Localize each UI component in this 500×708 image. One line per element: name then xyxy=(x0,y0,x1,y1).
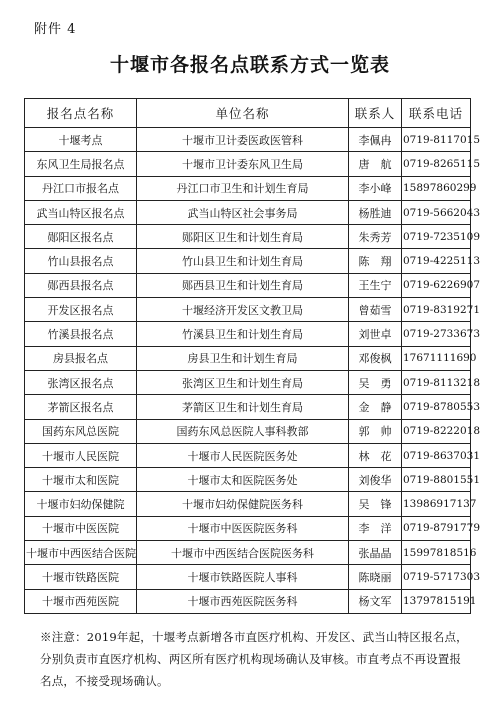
table-row xyxy=(25,516,471,540)
cell-unit-name: 十堰市西苑医院医务科 xyxy=(137,589,349,613)
cell-contact-phone: 13986917137 xyxy=(402,492,471,516)
cell-registration-point: 房县报名点 xyxy=(25,346,137,370)
cell-registration-point: 茅箭区报名点 xyxy=(25,395,137,419)
cell-contact-phone: 0719-8265115 xyxy=(402,152,471,176)
cell-unit-name: 茅箭区卫生和计划生育局 xyxy=(137,395,349,419)
header-registration-point: 报名点名称 xyxy=(25,99,137,128)
table-row xyxy=(25,346,471,370)
table-row xyxy=(25,541,471,565)
cell-contact-person: 吴 锋 xyxy=(349,492,402,516)
table-row xyxy=(25,492,471,516)
cell-unit-name: 丹江口市卫生和计划生育局 xyxy=(137,176,349,200)
cell-unit-name: 十堰市太和医院医务处 xyxy=(137,468,349,492)
cell-contact-phone: 0719-8117015 xyxy=(402,128,471,152)
cell-registration-point: 丹江口市报名点 xyxy=(25,176,137,200)
table-row xyxy=(25,249,471,273)
table-row xyxy=(25,298,471,322)
cell-contact-person: 李小峰 xyxy=(349,176,402,200)
table-body xyxy=(25,128,481,614)
table-row xyxy=(25,273,471,297)
cell-unit-name: 十堰经济开发区文教卫局 xyxy=(137,298,349,322)
cell-contact-phone: 0719-8637031 xyxy=(402,443,471,467)
table-row xyxy=(25,589,471,613)
cell-registration-point: 十堰考点 xyxy=(25,128,137,152)
cell-contact-person: 陈 翔 xyxy=(349,249,402,273)
cell-contact-phone: 0719-8791779 xyxy=(402,516,471,540)
cell-unit-name: 武当山特区社会事务局 xyxy=(137,200,349,224)
note-text: ※注意：2019年起，十堰考点新增各市直医疗机构、开发区、武当山特区报名点，分别负责市直医疗机构、两区所有医疗机构现场确认及审核。市直考点不再设置报名点，不接受现场确认。 xyxy=(40,630,468,688)
cell-registration-point: 张湾区报名点 xyxy=(25,370,137,394)
cell-unit-name: 十堰市铁路医院人事科 xyxy=(137,565,349,589)
cell-contact-phone: 0719-5717303 xyxy=(402,565,471,589)
header-unit-name: 单位名称 xyxy=(137,99,349,128)
cell-contact-person: 李 洋 xyxy=(349,516,402,540)
cell-contact-phone: 0719-8780553 xyxy=(402,395,471,419)
cell-contact-person: 刘俊华 xyxy=(349,468,402,492)
cell-contact-person: 李佩冉 xyxy=(349,128,402,152)
cell-contact-person: 林 花 xyxy=(349,443,402,467)
cell-registration-point: 武当山特区报名点 xyxy=(25,200,137,224)
cell-registration-point: 十堰市中西医结合医院 xyxy=(25,541,137,565)
cell-registration-point: 十堰市人民医院 xyxy=(25,443,137,467)
table-row xyxy=(25,370,471,394)
header-row xyxy=(25,99,471,128)
cell-registration-point: 十堰市太和医院 xyxy=(25,468,137,492)
cell-contact-phone: 0719-8113218 xyxy=(402,370,471,394)
cell-contact-phone: 15897860299 xyxy=(402,176,471,200)
cell-unit-name: 竹山县卫生和计划生育局 xyxy=(137,249,349,273)
cell-registration-point: 十堰市中医医院 xyxy=(25,516,137,540)
page-title: 十堰市各报名点联系方式一览表 xyxy=(109,54,390,76)
cell-contact-phone: 17671111690 xyxy=(402,346,471,370)
cell-contact-person: 杨文军 xyxy=(349,589,402,613)
cell-contact-person: 张晶晶 xyxy=(349,541,402,565)
table-row xyxy=(25,128,471,152)
table-row xyxy=(25,322,471,346)
cell-contact-person: 金 静 xyxy=(349,395,402,419)
cell-contact-person: 唐 航 xyxy=(349,152,402,176)
cell-registration-point: 开发区报名点 xyxy=(25,298,137,322)
cell-unit-name: 郧阳区卫生和计划生育局 xyxy=(137,225,349,249)
table-row xyxy=(25,395,471,419)
cell-contact-person: 曾茹雪 xyxy=(349,298,402,322)
cell-contact-person: 邓俊枫 xyxy=(349,346,402,370)
cell-registration-point: 十堰市西苑医院 xyxy=(25,589,137,613)
contacts-table xyxy=(24,98,481,614)
table-row xyxy=(25,565,471,589)
cell-registration-point: 郧阳区报名点 xyxy=(25,225,137,249)
cell-unit-name: 十堰市卫计委医政医管科 xyxy=(137,128,349,152)
cell-contact-phone: 13797815191 xyxy=(402,589,471,613)
cell-registration-point: 东风卫生局报名点 xyxy=(25,152,137,176)
cell-registration-point: 国药东风总医院 xyxy=(25,419,137,443)
cell-unit-name: 十堰市妇幼保健院医务科 xyxy=(137,492,349,516)
table-row xyxy=(25,176,471,200)
cell-unit-name: 竹溪县卫生和计划生育局 xyxy=(137,322,349,346)
table-row xyxy=(25,152,471,176)
cell-contact-phone: 15997818516 xyxy=(402,541,471,565)
cell-contact-person: 刘世卓 xyxy=(349,322,402,346)
cell-registration-point: 竹溪县报名点 xyxy=(25,322,137,346)
cell-registration-point: 竹山县报名点 xyxy=(25,249,137,273)
cell-contact-person: 吴 勇 xyxy=(349,370,402,394)
cell-contact-phone: 0719-6226907 xyxy=(402,273,471,297)
cell-contact-phone: 0719-8222018 xyxy=(402,419,471,443)
table-row xyxy=(25,443,471,467)
cell-contact-phone: 0719-5662043 xyxy=(402,200,471,224)
cell-registration-point: 郧西县报名点 xyxy=(25,273,137,297)
header-contact-phone: 联系电话 xyxy=(402,99,471,128)
cell-contact-phone: 0719-7235109 xyxy=(402,225,471,249)
cell-registration-point: 十堰市铁路医院 xyxy=(25,565,137,589)
cell-registration-point: 十堰市妇幼保健院 xyxy=(25,492,137,516)
cell-unit-name: 十堰市卫计委东风卫生局 xyxy=(137,152,349,176)
cell-unit-name: 郧西县卫生和计划生育局 xyxy=(137,273,349,297)
cell-unit-name: 十堰市人民医院医务处 xyxy=(137,443,349,467)
cell-unit-name: 房县卫生和计划生育局 xyxy=(137,346,349,370)
cell-unit-name: 十堰市中医医院医务科 xyxy=(137,516,349,540)
table-row xyxy=(25,200,471,224)
table-header xyxy=(25,99,471,128)
cell-unit-name: 十堰市中西医结合医院医务科 xyxy=(137,541,349,565)
table-row xyxy=(25,419,471,443)
cell-contact-person: 杨胜迪 xyxy=(349,200,402,224)
cell-contact-phone: 0719-4225113 xyxy=(402,249,471,273)
table-row xyxy=(25,225,471,249)
cell-unit-name: 国药东风总医院人事科教部 xyxy=(137,419,349,443)
cell-contact-person: 王生宁 xyxy=(349,273,402,297)
cell-contact-phone: 0719-8319271 xyxy=(402,298,471,322)
header-contact-person: 联系人 xyxy=(349,99,402,128)
cell-contact-person: 朱秀芳 xyxy=(349,225,402,249)
attachment-label: 附件 4 xyxy=(34,22,77,37)
cell-contact-phone: 0719-8801551 xyxy=(402,468,471,492)
table-row xyxy=(25,468,471,492)
cell-contact-phone: 0719-2733673 xyxy=(402,322,471,346)
cell-contact-person: 陈晓丽 xyxy=(349,565,402,589)
cell-unit-name: 张湾区卫生和计划生育局 xyxy=(137,370,349,394)
cell-contact-person: 郭 帅 xyxy=(349,419,402,443)
